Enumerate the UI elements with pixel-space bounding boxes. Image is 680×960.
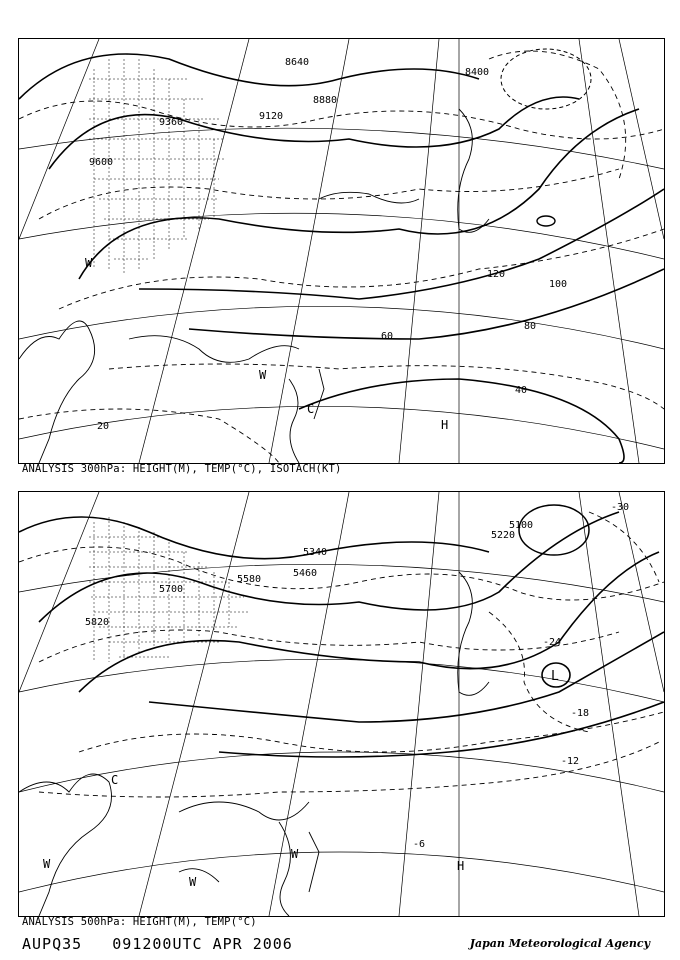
product-code: AUPQ35: [22, 935, 83, 953]
height-label: 5220: [491, 530, 516, 541]
high-center-marker: H: [441, 418, 449, 432]
isotach-label: 80: [524, 321, 537, 332]
center-group: [85, 256, 448, 432]
high-center-marker: H: [457, 859, 465, 873]
low-center-marker: L: [551, 669, 559, 684]
wind-maximum-loop: [537, 216, 555, 226]
height-label: 8640: [285, 57, 310, 68]
height-label: 9600: [89, 157, 114, 168]
isotach-label-group: [97, 269, 567, 432]
isotach-label: 20: [97, 421, 110, 432]
chart-identifier: [22, 935, 293, 953]
warm-center-marker: W: [43, 857, 51, 871]
height-label: 9360: [159, 117, 184, 128]
center-group: [43, 669, 559, 889]
height-label: 5700: [159, 584, 184, 595]
warm-center-marker: W: [259, 368, 267, 382]
isotach-label: 40: [515, 385, 528, 396]
temperature-label: -12: [561, 756, 580, 767]
spacer: [82, 935, 112, 953]
bottom-panel-caption: ANALYSIS 500hPa: HEIGHT(M), TEMP(°C): [22, 916, 257, 928]
analysis-300hpa-map: [18, 38, 665, 464]
graticule: [19, 492, 664, 916]
warm-center-marker: W: [85, 256, 93, 270]
cold-center-marker: C: [111, 773, 119, 787]
height-contours: [19, 512, 664, 757]
cold-center-marker: C: [307, 402, 315, 416]
height-label: 5460: [293, 568, 318, 579]
isotach-label: 100: [549, 279, 568, 290]
height-label: 5820: [85, 617, 110, 628]
height-label: 8880: [313, 95, 338, 106]
temperature-label-group: [413, 502, 629, 850]
temperature-label: -6: [413, 839, 426, 850]
top-panel-caption: ANALYSIS 300hPa: HEIGHT(M), TEMP(°C), ISOTACH(KT): [22, 463, 342, 475]
height-label: 5340: [303, 547, 328, 558]
isotach-label: 60: [381, 331, 394, 342]
isotach-label: 120: [487, 269, 506, 280]
height-label: 9120: [259, 111, 284, 122]
height-label: 5100: [509, 520, 534, 531]
warm-center-marker: W: [291, 847, 299, 861]
analysis-500hpa-map: [18, 491, 665, 917]
analysis-time: 091200UTC APR 2006: [112, 935, 293, 953]
temperature-label: -30: [611, 502, 630, 513]
height-label: 5580: [237, 574, 262, 585]
isotherm-lines: [19, 51, 664, 463]
temperature-label: -18: [571, 708, 590, 719]
height-label: 8400: [465, 67, 490, 78]
agency-name: Japan Meteorological Agency: [469, 937, 650, 950]
height-label-group: [85, 520, 533, 628]
warm-center-marker: W: [189, 875, 197, 889]
temperature-label: -24: [543, 637, 562, 648]
isotherm-lines: [19, 512, 664, 797]
